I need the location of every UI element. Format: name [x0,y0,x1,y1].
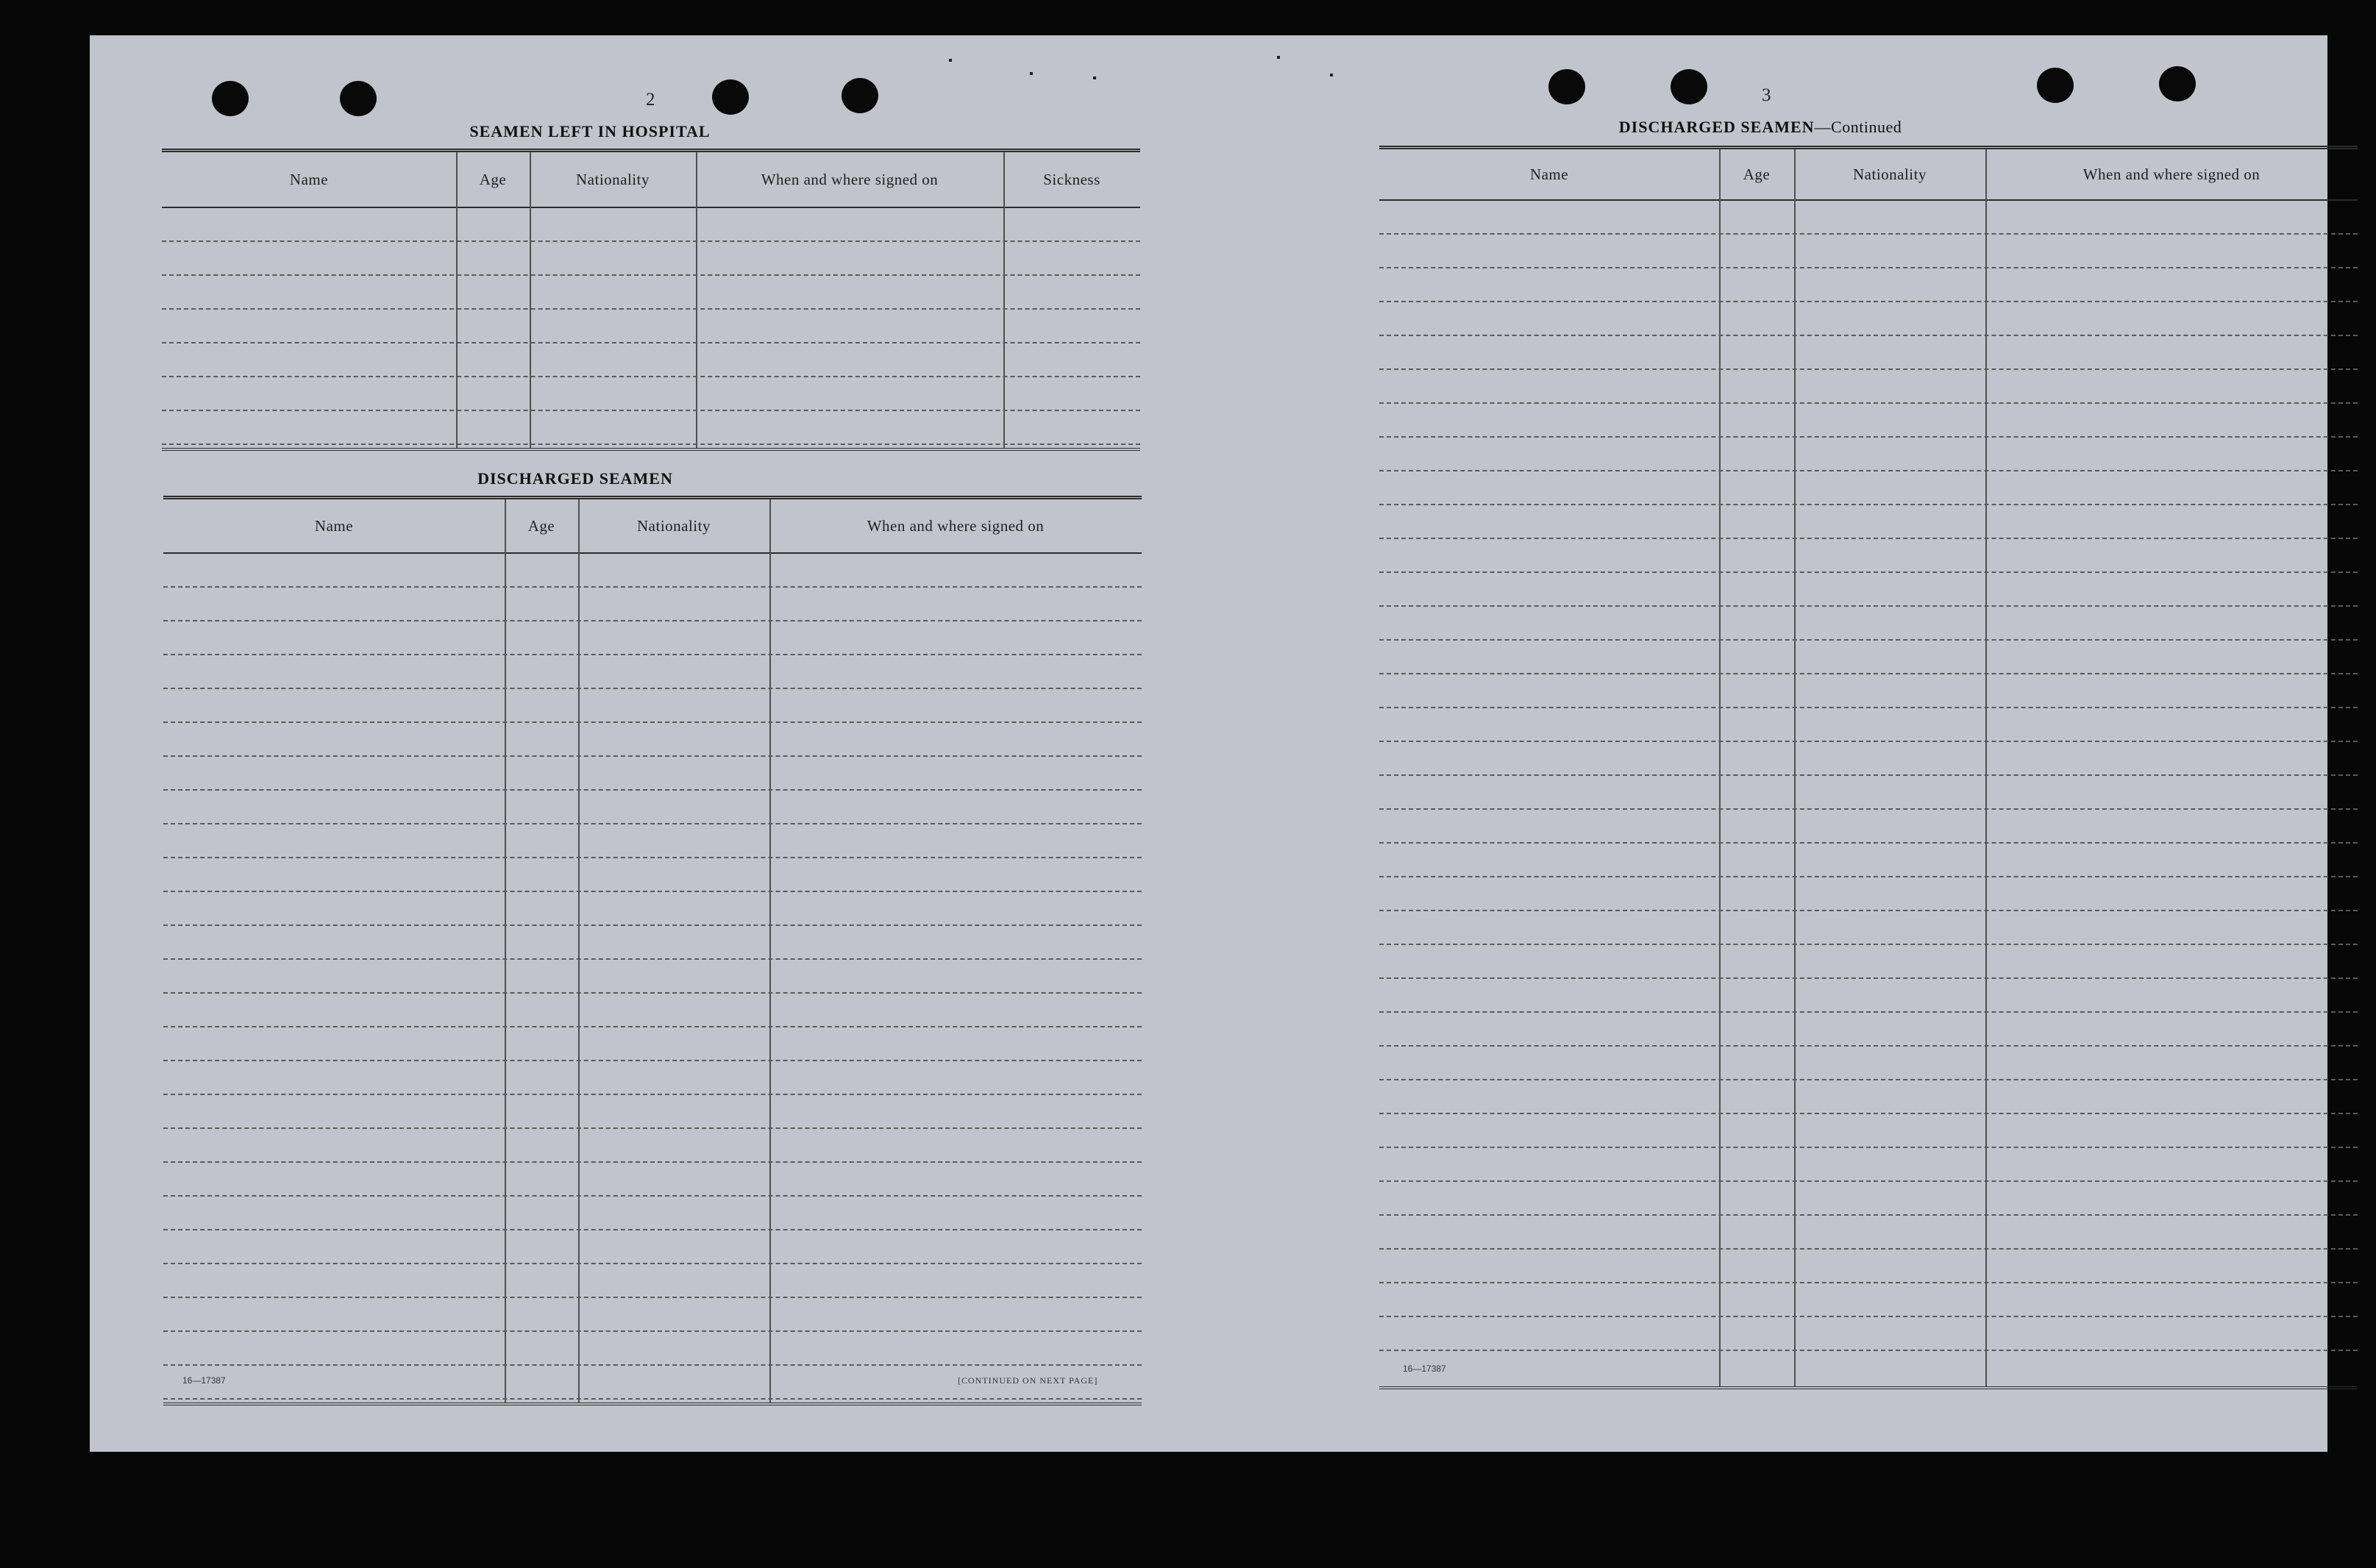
ruled-row-line [162,308,1140,310]
ruled-row-line [163,654,1142,655]
ruled-row-line [163,721,1142,723]
ruled-row-line [1379,538,2358,539]
table-bottom-rule [162,448,1140,451]
ruled-row-line [162,410,1140,411]
column-header-nationality: Nationality [1853,165,1927,183]
ruled-row-line [163,1297,1142,1298]
ruled-row-line [163,620,1142,621]
column-header-name: Name [314,516,354,535]
discharged-section-title: DISCHARGED SEAMEN [477,469,673,488]
column-divider [505,499,506,1403]
ruled-row-line [1379,1113,2358,1114]
column-header-age: Age [1743,165,1771,183]
ruled-row-line [1379,301,2358,302]
speck [1330,74,1333,76]
column-header-age: Age [527,516,555,535]
column-divider [769,499,771,1403]
ruled-row-line [1379,910,2358,911]
ruled-row-line [1379,605,2358,607]
ruled-row-line [1379,267,2358,268]
column-header-name: Name [1529,165,1569,183]
discharged-continued-table [1379,146,2358,1394]
column-divider [530,152,531,448]
page-number: 2 [646,90,655,110]
punch-hole [1671,69,1707,104]
ruled-row-line [1379,673,2358,674]
continued-table-header [1379,149,2358,201]
ruled-row-line [1379,1011,2358,1013]
ruled-row-line [1379,639,2358,641]
ruled-row-line [1379,436,2358,438]
ruled-row-line [163,992,1142,994]
ruled-row-line [163,1364,1142,1366]
ruled-row-line [1379,571,2358,573]
ruled-row-line [163,823,1142,824]
punch-hole [2159,66,2196,101]
ruled-row-line [1379,808,2358,810]
ruled-row-line [1379,977,2358,979]
left-page [90,35,1209,1452]
ruled-row-line [163,586,1142,588]
ruled-row-line [1379,842,2358,844]
ruled-row-line [163,1127,1142,1129]
punch-hole [712,79,749,115]
column-header-signed-on: When and where signed on [761,170,939,188]
ruled-row-line [1379,1147,2358,1148]
ruled-row-line [1379,741,2358,742]
punch-hole [212,81,249,116]
form-number: 16—17387 [182,1375,226,1386]
discharged-continued-title [1429,118,2091,137]
ruled-row-line [163,924,1142,926]
ruled-row-line [1379,876,2358,877]
ruled-row-line [162,274,1140,276]
column-header-name: Name [289,170,329,188]
discharged-continued-title-main: DISCHARGED SEAMEN [1618,118,1815,136]
punch-hole [2037,68,2074,103]
column-header-nationality: Nationality [637,516,711,535]
table-bottom-rule [1379,1386,2358,1389]
ruled-row-line [163,1026,1142,1027]
ruled-row-line [163,891,1142,892]
punch-hole [1548,69,1585,104]
column-header-signed-on: When and where signed on [2082,165,2261,183]
punch-hole [340,81,377,116]
ruled-row-line [1379,335,2358,336]
ruled-row-line [163,1161,1142,1163]
hospital-table [162,149,1140,454]
ruled-row-line [163,1229,1142,1230]
column-header-age: Age [479,170,507,188]
hospital-table-header [162,152,1140,208]
ruled-row-line [1379,1079,2358,1080]
column-header-nationality: Nationality [576,170,650,188]
table-bottom-rule [163,1403,1142,1405]
ruled-row-line [162,342,1140,343]
ruled-row-line [1379,470,2358,471]
discharged-table [163,496,1142,1408]
ruled-row-line [1379,944,2358,945]
continued-suffix: —Continued [1814,118,1902,136]
punch-hole [842,78,878,113]
ruled-row-line [1379,774,2358,776]
ruled-row-line [163,958,1142,960]
ruled-row-line [162,443,1140,445]
ruled-row-line [163,755,1142,757]
ruled-row-line [163,789,1142,791]
right-page [1209,35,2327,1452]
form-number: 16—17387 [1403,1364,1446,1374]
continued-note: [CONTINUED ON NEXT PAGE] [958,1375,1098,1386]
column-divider [696,152,697,448]
ruled-row-line [1379,402,2358,404]
ruled-row-line [1379,368,2358,370]
ruled-row-line [1379,1316,2358,1317]
ruled-row-line [163,1330,1142,1332]
ruled-row-line [162,240,1140,242]
column-divider [456,152,458,448]
form-paper [90,35,2327,1452]
hospital-section-title: SEAMEN LEFT IN HOSPITAL [469,122,711,140]
page-number: 3 [1762,85,1771,105]
ruled-row-line [163,1398,1142,1400]
column-header-sickness: Sickness [1043,170,1100,188]
column-header-signed-on: When and where signed on [867,516,1045,535]
ruled-row-line [162,376,1140,377]
speck [1030,72,1033,75]
ruled-row-line [1379,1248,2358,1250]
ruled-row-line [163,1094,1142,1095]
ruled-row-line [1379,1350,2358,1351]
ruled-row-line [1379,504,2358,505]
ruled-row-line [163,1060,1142,1061]
ruled-row-line [1379,1180,2358,1182]
column-divider [578,499,580,1403]
ruled-row-line [1379,1214,2358,1216]
ruled-row-line [1379,233,2358,235]
ruled-row-line [1379,707,2358,708]
ruled-row-line [163,1195,1142,1197]
discharged-table-header [163,499,1142,554]
ruled-row-line [163,857,1142,858]
speck [949,59,952,62]
speck [1093,76,1096,79]
speck [1277,56,1280,59]
ruled-row-line [1379,1282,2358,1283]
ruled-row-line [163,1263,1142,1264]
ruled-row-line [1379,1045,2358,1047]
ruled-row-line [163,688,1142,689]
column-divider [1003,152,1005,448]
